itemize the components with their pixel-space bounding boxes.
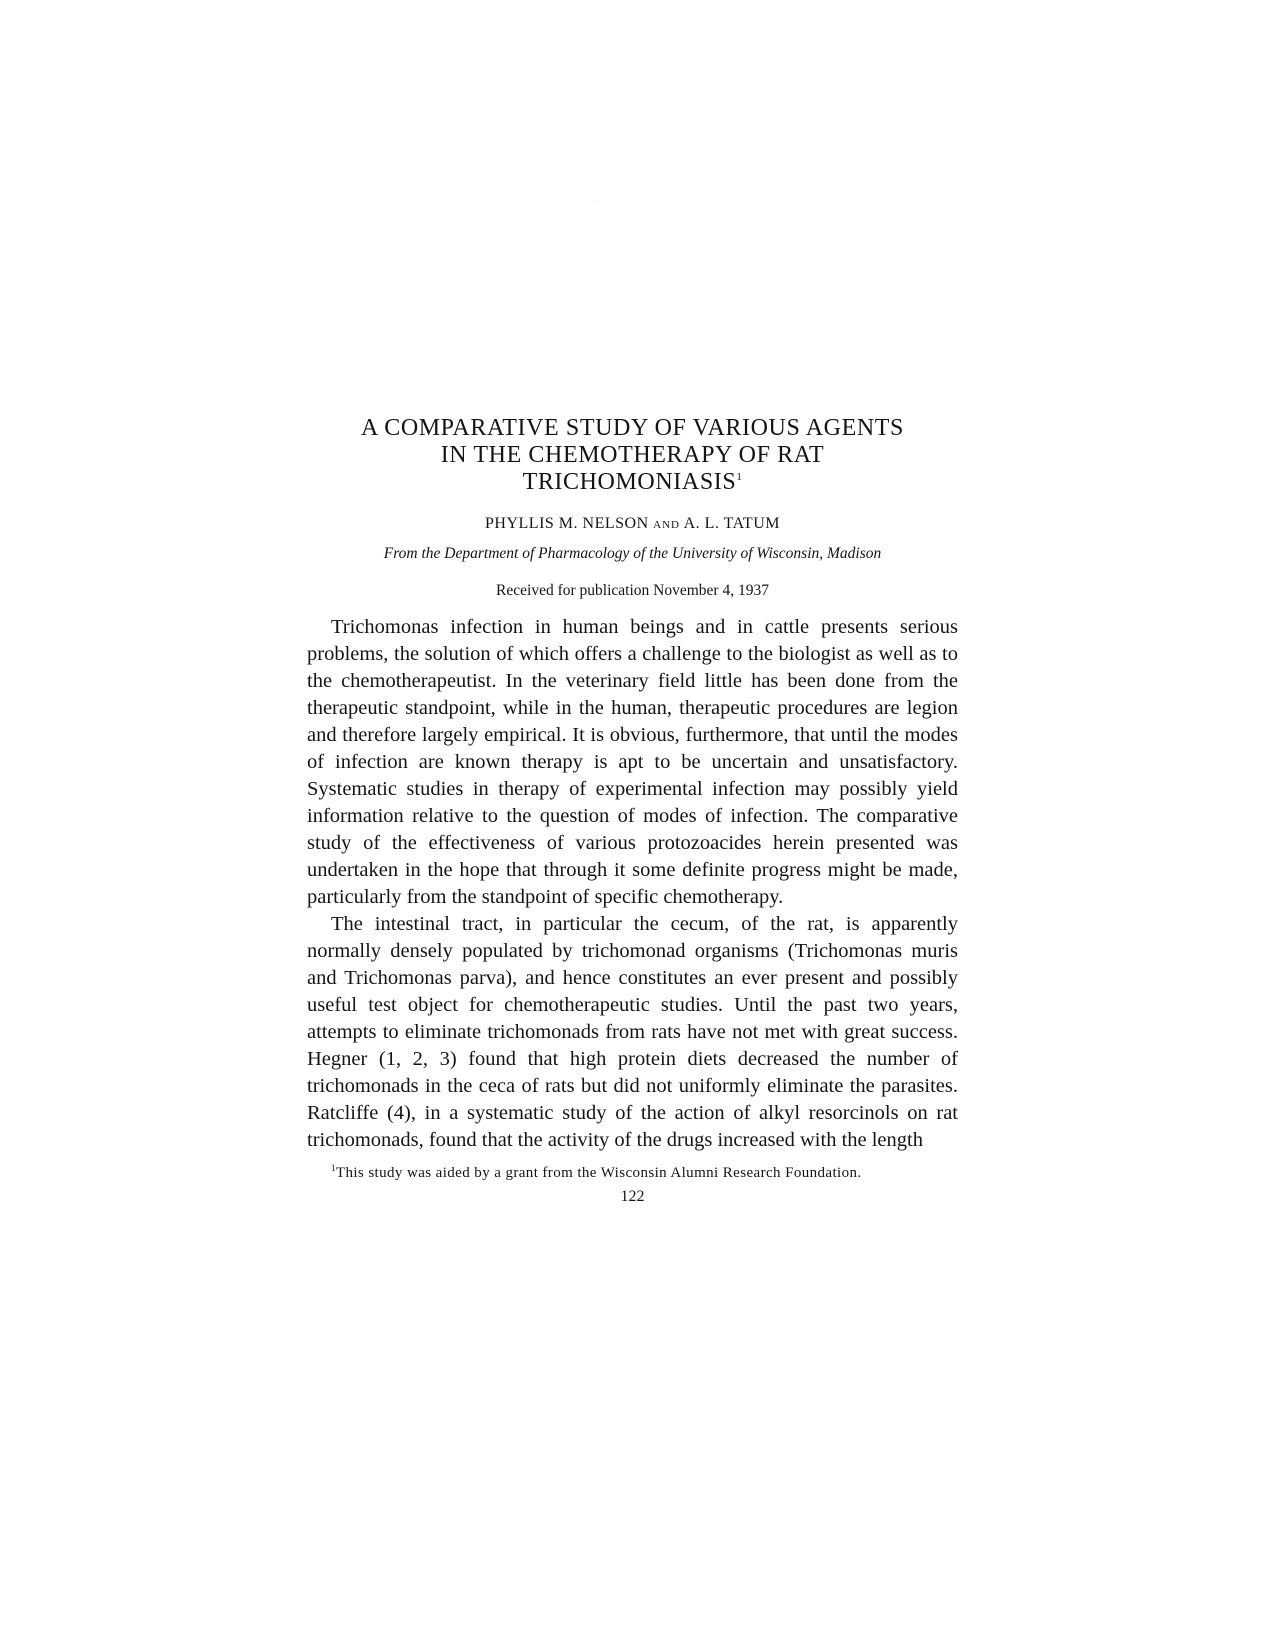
author-second: A. L. TATUM [683, 515, 780, 532]
title-line-3: TRICHOMONIASIS [522, 469, 737, 495]
footnote [307, 1163, 958, 1184]
article-title [307, 415, 958, 496]
body-paragraph-1: Trichomonas infection in human beings and in cattle presents serious problems, the solution of which offers a challenge to the biologist as well as to the chemotherapeutist. In the veterinary field little has been done from the therapeutic standpoint, while in the human, therapeutic procedures are legion and therefore largely empirical. It is obvious, furthermore, that until the modes of infection are known therapy is apt to be uncertain and unsatisfactory. Systematic studies in therapy of experimental infection may possibly yield information relative to the question of modes of infection. The comparative study of the effectiveness of various protozoacides herein presented was undertaken in the hope that through it some definite progress might be made, particularly from the standpoint of specific chemotherapy. [307, 616, 958, 908]
title-line-2: IN THE CHEMOTHERAPY OF RAT [440, 442, 825, 468]
body-paragraph-2: The intestinal tract, in particular the cecum, of the rat, is apparently normally densely populated by trichomonad organisms (Trichomonas muris and Trichomonas parva), and hence constitutes an ever present and possibly useful test object for chemotherapeutic studies. Until the past two years, attempts to eliminate trichomonads from rats have not met with great success. Hegner (1, 2, 3) found that high protein diets decreased the number of trichomonads in the ceca of rats but did not uniformly eliminate the parasites. Ratcliffe (4), in a systematic study of the action of alkyl resorcinols on rat trichomonads, found that the activity of the drugs increased with the length [307, 913, 958, 1151]
author-line [307, 514, 958, 535]
author-first: PHYLLIS M. NELSON [485, 515, 649, 532]
footnote-marker: 1 [331, 1163, 336, 1173]
article-body [307, 614, 958, 1154]
title-line-1: A COMPARATIVE STUDY OF VARIOUS AGENTS [361, 415, 904, 441]
affiliation: From the Department of Pharmacology of the University of Wisconsin, Madison [383, 545, 882, 562]
received-date: Received for publication November 4, 1937 [496, 582, 769, 599]
text-column [307, 415, 958, 1207]
author-conjunction: AND [653, 519, 680, 531]
title-footnote-marker: 1 [736, 471, 743, 483]
footnote-text: This study was aided by a grant from the Wisconsin Alumni Research Foundation. [335, 1165, 862, 1181]
page-number: 122 [620, 1188, 645, 1205]
scan-speck [594, 200, 595, 201]
